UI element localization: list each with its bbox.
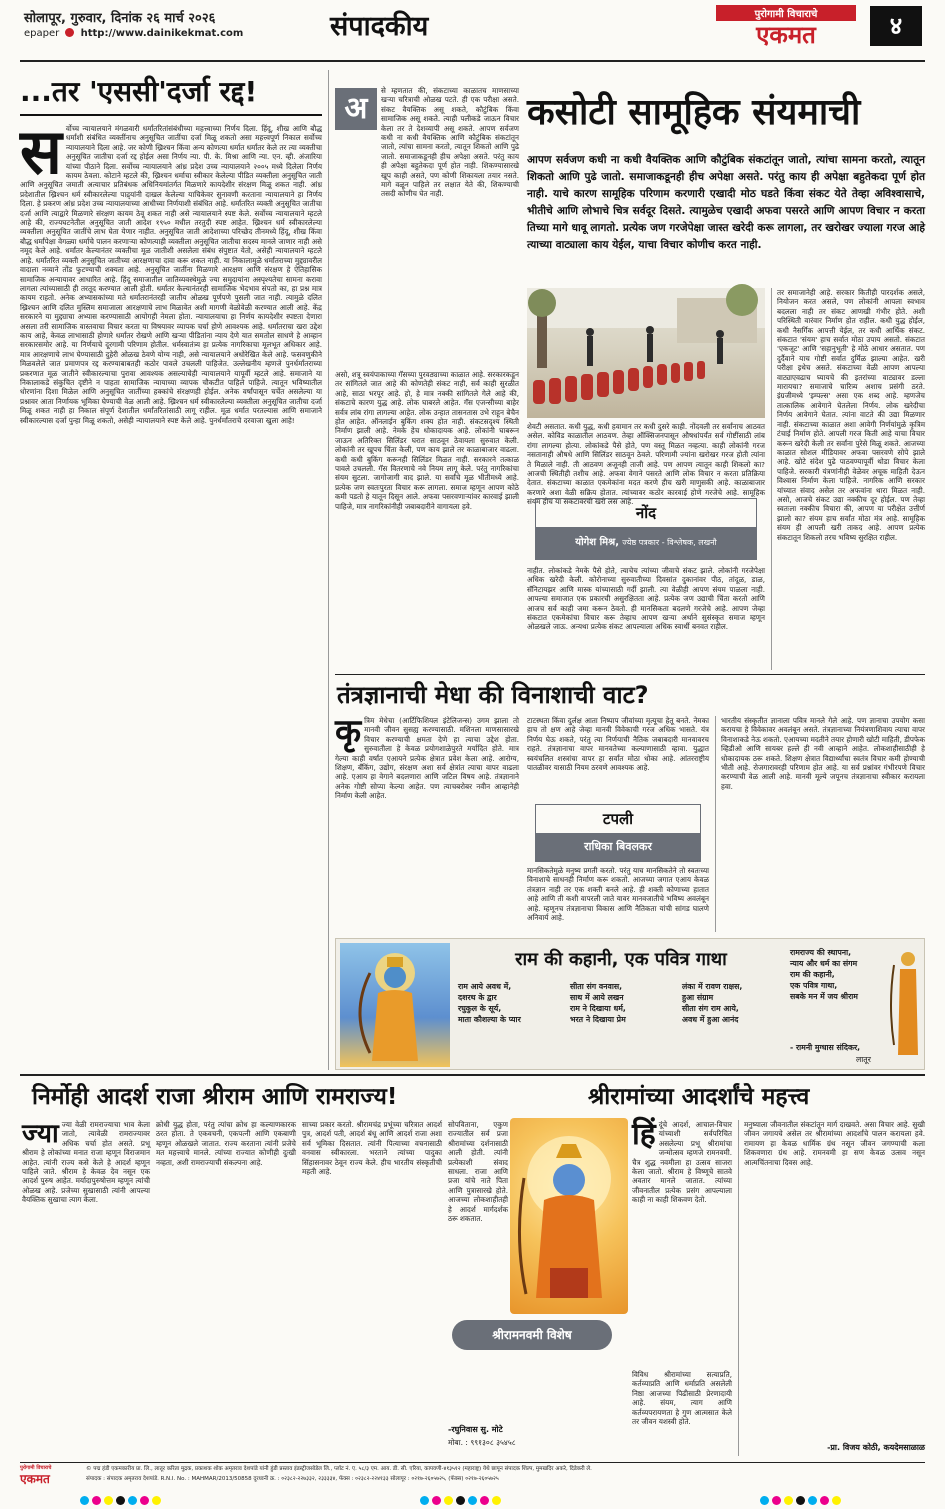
globe-icon <box>65 28 74 37</box>
bottom-left-headline: निर्मोही आदर्श राजा श्रीराम आणि रामराज्य! <box>32 1084 398 1110</box>
tapli-label: टपली <box>602 810 634 828</box>
registration-marks-center <box>420 1490 504 1509</box>
bottom-right-drop-cap: हिं <box>632 1117 656 1152</box>
left-article-text: र्वोच्च न्यायालयाने मंगळवारी धर्मांतरितांसंबंधीच्या महत्त्वाच्या निर्णय दिला. हिंदू, शीख आणि बौद्ध धर्मांशी संबंधित व्यक्तींनाच अनुसूचित जातींचा दर्जा मिळू शकतो असा महत्त्वपूर्ण निकाल सर्वोच्च न्यायालयाने दिला आहे. जर कोणी ख्रिश्चन किंवा अन्य कोणत्या धर्मात धर्मांतर केले तर त्या व्यक्तीचा अनुसूचित जातीचा दर्जा रद्द होईल असा निर्णय न्या. पी. के. मिश्रा आणि न्या. एन. व्ही. अंजारिया यांच्या पीठाने दिला. सर्वोच्च न्यायालयाने आंध्र प्रदेश उच्च न्यायालयाने २००५ मध्ये दिलेला निर्णय कायम ठेवला. कोटाने म्हटले की, ख्रिश्चन धर्माचा स्वीकार केलेल्या पीडित व्यक्तीला अनुसूचित जाती आणि अनुसूचित जमाती अत्याचार प्रतिबंधक अधिनियमांतर्गत मिळणारे कायदेशीर संरक्षण मिळू शकत नाही. आंध्र प्रदेशातील ख्रिश्चन धर्म स्वीकारलेल्या पाद्र्यांनी दाखल केलेल्या याचिकेवर सुनावणी करताना न्यायालयाने हा निर्णय दिला. हे प्रकरण आंध्र प्रदेश उच्च न्यायालयाच्या आधीच्या निर्णयाशी संबंधित आहे. धर्मांतरित व्यक्ती अनुसूचित जातीचा दर्जा आणि त्याद्वारे मिळणारे संरक्षण कायम ठेवू शकत नाही असे न्यायालयाने स्पष्ट केले. सर्वोच्च न्यायालयाने म्हटले आहे की, राज्यघटनेतील अनुसूचित जाती आदेश १९५० मधील तरतुदी स्पष्ट आहेत. ख्रिश्चन धर्म स्वीकारलेल्या व्यक्तीला अनुसूचित जातींचे लाभ घेता येणार नाहीत. अनुसूचित जाती आदेशाच्या परिच्छेद तीनमध्ये हिंदू, शीख किंवा बौद्ध धर्मांपेक्षा वेगळ्या धर्माचे पालन करणाऱ्या कोणत्याही व्यक्तीला अनुसूचित जातीचा सदस्य मानले जाणार नाही असे नमूद केले आहे. धर्मांतर केल्यानंतर व्यक्तीचा मूळ जातीशी असलेला संबंध संपुष्टात येतो, असेही न्यायालयाने म्हटले आहे. धर्मांतरित व्यक्ती अनुसूचित जातीच्या आरक्षणाचा दावा करू शकत नाही. या निकालामुळे धर्मांतराच्या मुद्द्यावरील वादाला नव्याने तोंड फुटण्याची शक्यता आहे. अनुसूचित जातींना मिळणारे आरक्षण आणि संरक्षण हे ऐतिहासिक सामाजिक अन्यायावर आधारित आहे. हिंदू समाजातील जातिव्यवस्थेमुळे ज्या समुदायांना अस्पृश्यतेचा सामना करावा लागला त्यांच्यासाठी ही तरतूद करण्यात आली होती. धर्मांतर केल्यानंतरही सामाजिक भेदभाव संपतो का, हा प्रश्न मात्र कायम राहतो. अनेक अभ्यासकांच्या मते धर्मांतरानंतरही जातीय ओळख पूर्णपणे पुसली जात नाही. त्यामुळे दलित ख्रिश्चन आणि दलित मुस्लिम समाजाला आरक्षणाचे लाभ मिळावेत अशी मागणी वेळोवेळी करण्यात आली आहे. केंद्र सरकारने या मुद्द्याचा अभ्यास करण्यासाठी आयोगही नेमला होता. न्यायालयाचा हा निर्णय कायदेशीर स्पष्टता देणारा असला तरी सामाजिक वास्तवाचा विचार करता या विषयावर व्यापक चर्चा होणे आवश्यक आहे. धर्मांतराचा खरा उद्देश काय आहे, केवळ लाभासाठी होणारे धर्मांतर रोखणे आणि खऱ्या पीडितांना न्याय देणे यात समतोल साधणे हे आव्हान सरकारसमोर आहे. या निर्णयाचे दूरगामी परिणाम होतील. धर्मस्वातंत्र्य हा प्रत्येक नागरिकाचा मूलभूत अधिकार आहे. मात्र आरक्षणाचे लाभ घेण्यासाठी दुहेरी ओळख ठेवणे योग्य नाही, असे न्यायालयाने अधोरेखित केले आहे. फसवणुकीने मिळवलेले जात प्रमाणपत्र रद्द करण्याबाबतही कठोर पावले उचलली पाहिजेत. उल्लेखनीय म्हणजे पुनर्धर्मांतराच्या प्रकरणात मूळ जातीने स्वीकारल्याचा पुरावा आवश्यक असल्याचेही न्यायालयाने यापूर्वी म्हटले आहे. समाजाने या निकालाकडे संकुचित दृष्टीने न पाहता सामाजिक न्यायाच्या व्यापक चौकटीत पाहिले पाहिजे. त्यातून भविष्यातील धोरणांना दिशा मिळेल आणि अनुसूचित जातींच्या हक्कांचे संरक्षणही होईल. अनेक वर्षांपासून चर्चेत असलेल्या या प्रश्नावर आता निर्णायक भूमिका घेण्याची वेळ आली आहे. ख्रिश्चन धर्म स्वीकारलेल्या व्यक्तीला अनुसूचित जातीचा दर्जा मिळू शकत नाही हा निकाल संपूर्ण देशातील धर्मांतरितांसाठी लागू राहील. मूळ धर्मात परतल्यास आणि समाजाने स्वीकारल्यास दर्जा पुन्हा मिळू शकतो, असेही न्यायालयाने स्पष्ट केले आहे. पुनर्धर्मांतराचे दरवाजा खुला आहे! <box>20 124 322 425</box>
poem-banner <box>335 938 925 1070</box>
footer-line-1: © पद्म हंडी एकमकारीय प्रा. लि., लातूर करिता मुद्रक, प्रकाशक शोक अमृतराव देशपांडे यांनी हुंडी प्रस्ताव इंडस्ट्रीजसोडेल लि., प्लॉट नं. ए. ५८/३ एम. आय. डी. सी. एरिया, कापवणी-४१३५१२ (महाराष्ट्र) येथे छापून संपादक शिल्प, मुमखदिर अकरे, दिडेकरी ले. <box>86 1466 592 1472</box>
editorial-col2: शेवटी असतात. कधी युद्ध, कधी हवामान तर कधी दुसरे काही. नोंदवली तर सर्वांनाच आठवत असेल. कोविड काळातील आठवण. तेव्हा ऑक्सिजनपासून औषधांपर्यंत सर्व गोष्टींसाठी लांब रांगा लागल्या होत्या. लोकांकडे पैसे होते, पण वस्तू मिळत नव्हत्या. काही लोकांनी गरज नसतानाही औषधे आणि सिलिंडर साठवून ठेवले. परिणामी ज्यांना खरोखर गरज होती त्यांना ते मिळाले नाही. ती आठवण अजूनही ताजी आहे. पण आपण त्यातून काही शिकलो का? आजची स्थितीही तशीच आहे. अफवा वेगाने पसरते आणि लोक विचार न करता प्रतिक्रिया देतात. संकटाच्या काळात एकमेकांना मदत करणे हीच खरी माणुसकी आहे. काळाबाजार करणारे अशा वेळी सक्रिय होतात. त्यांच्यावर कठोर कारवाई होणे गरजेचे आहे. सामूहिक संयम हीच या संकटावरची खरी लस आहे. <box>527 422 765 507</box>
footer-divider <box>20 1462 925 1463</box>
gas-queue-illustration <box>527 288 765 418</box>
tech-col1 <box>335 712 519 932</box>
bottom-left-drop-cap: ज्या <box>22 1119 59 1149</box>
tech-top-divider <box>335 674 925 675</box>
gas-queue-photo <box>527 288 765 418</box>
poem-signature: - रामनी मुग्धास संदिकर, <box>790 1043 861 1052</box>
bottom-right-headline: श्रीरामांच्या आदर्शांचे महत्त्व <box>588 1084 810 1110</box>
left-article <box>20 70 322 1070</box>
bottom-left-article <box>20 1080 590 1458</box>
poem-title: राम की कहानी, एक पवित्र गाथा <box>515 949 727 970</box>
bottom-section-divider <box>20 1074 925 1076</box>
bottom-left-author: -रघुनिवास सु. मोटे <box>448 1425 503 1434</box>
tech-col3: मानसिकतेमुळे मनुष्य प्रगती करतो. परंतु याच मानसिकतेने तो स्वतःच्या विनाशाचे साधनही निर्माण करू शकतो. आजच्या जगात एआय केवळ तंत्रज्ञान नाही तर एक शक्ती बनले आहे. ही शक्ती कोणाच्या हातात आहे आणि ती कशी वापरली जाते यावर मानवजातीचे भविष्य अवलंबून आहे. म्हणूनच तंत्रज्ञानाचा विकास आणि नैतिकता यांची सांगड घालणे अनिवार्य आहे. <box>527 866 709 923</box>
main-editorial <box>335 70 925 670</box>
ramnavami-badge <box>452 1320 612 1350</box>
ram-illustration-left <box>340 943 450 1067</box>
epaper-line <box>24 28 243 39</box>
note-author: योगेश मिश्र, <box>575 537 620 548</box>
note-label: नोंद <box>635 504 657 522</box>
footer-logo <box>20 1465 80 1487</box>
page-number: ४ <box>870 6 922 46</box>
note-author-bar <box>536 527 756 559</box>
ram-figure-icon <box>340 943 450 1067</box>
poem-stanza-1: राम आये अवध में, दशरथ के द्वार रघुकुल के सूर्य, माता कौशल्या के प्यार <box>458 982 521 1024</box>
editorial-col1: असो, शत्रू स्वयंपाकाच्या गॅसच्या पुरवठ्याच्या काळात आहे. सरकारकडून तर सांगितले जात आहे की कोणतेही संकट नाही, सर्व काही सुरळीत आहे, साठा भरपूर आहे. हो, हे मात्र नक्की सांगितले गेले आहे की, संकटाचे कारण युद्ध आहे. लोक घाबरले आहेत. गॅस एजन्सीच्या बाहेर सर्वत्र लांब रांगा लागल्या आहेत. लोक उन्हात तासनतास उभे राहून बेचैन होत आहेत. ऑनलाईन बुकिंग शक्य होत नाही. संकटसदृश्य स्थिती निर्माण झाली आहे. नेमके हेच धोकादायक आहे. लोकांनी घाबरून जाऊन अतिरिक्त सिलिंडर घरात साठवून ठेवायला सुरुवात केली. लोकांनी तर खूपच चिंता केली, पण काय झाले तर काळाबाजार वाढला. कधी कधी बुकिंग करूनही सिलिंडर मिळत नाही. सरकारने तत्काळ पावले उचलली. गॅस वितरणाचे नवे नियम लागू केले. परंतु नागरिकांचा संयम सुटला. जागोजागी वाद झाले. या सर्वांचे मूळ भीतीमध्ये आहे. प्रत्येक जण स्वतःपुरता विचार करू लागला. समाज म्हणून आपण कोठे कमी पडतो हे यातून दिसून आले. अफवा पसरवणाऱ्यांवर कारवाई झाली पाहिजे, मात्र नागरिकांनीही जबाबदारीने वागायला हवे. <box>335 370 519 511</box>
tapli-author: राधिका बिवलकर <box>536 833 700 861</box>
bottom-right-author: -प्रा. विजय कोठी, कयदेमसाळाळ <box>827 1443 925 1452</box>
bottom-right-article <box>588 1080 925 1458</box>
note-box <box>535 498 757 560</box>
registration-marks-left <box>80 1490 164 1509</box>
bottom-right-inner-divider <box>738 1120 739 1456</box>
footer-line-2: संपादक : संपादक अमृतराव देशपांडे. R.N.I. No. : MAHMAR/2013/50858 दूरध्वनी क्र. : ०२३८२-२२७३३२, २३३३३४, फॅक्स : ०२३८२-२२४१३३ सोलापूर : ०२१७-२६०५७२५, (फॅक्स) ०२१७-२६०५७२५ <box>86 1476 499 1482</box>
tech-headline: तंत्रज्ञानाची मेधा की विनाशाची वाट? <box>337 681 649 709</box>
footer-logo-name: एकमत <box>20 1472 50 1486</box>
logo-tagline: पुरोगामी विचाराचे <box>716 5 856 21</box>
ekmat-logo <box>716 5 856 49</box>
bottom-right-col1-text: दूंचे आदर्श, आचाल-विचार यांच्याशी सर्वपरिचित असलेल्या प्रभू श्रीरामांचा जन्मोत्सव म्हणजे रामनवमी. चैत्र शुद्ध नवमीला हा उत्सव साजरा केला जातो. श्रीराम हे विष्णूचे सातवे अवतार मानले जातात. त्यांच्या जीवनातील प्रत्येक प्रसंग आपल्याला काही ना काही शिकवण देतो. <box>632 1120 732 1205</box>
registration-marks-right <box>760 1490 844 1509</box>
editorial-lead: आपण सर्वजण कधी ना कधी वैयक्तिक आणि कौटुंबिक संकटांतून जातो, त्यांचा सामना करतो, त्यातून शिकतो आणि पुढे जातो. समाजाकडूनही हीच अपेक्षा असते. परंतु काय ही अपेक्षा बहुतेकदा पूर्ण होत नाही. याचे कारण सामूहिक परिणाम करणारी एखादी मोठ घडते किंवा संकट येते तेव्हा अविश्वासाचे, भीतीचे आणि लोभाचे चित्र सर्वदूर दिसते. त्यामुळेच एखादी अफवा पसरते आणि आपण विचार न करता तिच्या मागे धावू लागतो. प्रत्येक जण गरजेपेक्षा जास्त खरेदी करू लागला, तर खरोखर ज्याला गरज आहे त्याच्या वाट्याला काय येईल, याचा विचार कोणीच करत नाही. <box>527 154 925 251</box>
website-link[interactable]: http://www.dainikekmat.com <box>80 28 244 39</box>
date-line: सोलापूर, गुरुवार, दिनांक २६ मार्च २०२६ <box>24 11 216 26</box>
left-article-body <box>20 115 322 1062</box>
tech-col2: टाटस्थता किंवा दुर्लक्ष आता निष्पाप जीवांच्या मृत्यूचा हेतू बनते. नेमका हाच तो क्षण आहे जेव्हा मानवी विवेकाची गरज अधिक भासते. यंत्र निर्णय घेऊ शकते, परंतु त्या निर्णयाची नैतिक जबाबदारी मानवावरच राहते. तंत्रज्ञानाचा वापर मानवतेच्या कल्याणासाठी व्हावा. युद्धात स्वयंचलित शस्त्रांचा वापर हा सर्वांत मोठा धोका आहे. आंतरराष्ट्रीय पातळीवर यासाठी नियम ठरवणे आवश्यक आहे. <box>527 716 709 773</box>
editorial-inner-divider <box>771 288 772 670</box>
footer-logo-tagline: पुरोगामी विचाराचे <box>20 1465 52 1471</box>
tapli-box <box>535 804 701 862</box>
tech-col1-text: त्रिम मेधेचा (आर्टिफिशियल इंटेलिजन्स) उगम झाला तो मानवी जीवन सुसह्य करण्यासाठी. मशिनला माणसासारखे विचार करण्याची क्षमता देणे हा त्याचा उद्देश होता. सुरुवातीला हे केवळ प्रयोगशाळेपुरते मर्यादित होते. मात्र गेल्या काही वर्षांत एआयने प्रत्येक क्षेत्रात प्रवेश केला आहे. आरोग्य, शिक्षण, बँकिंग, उद्योग, संरक्षण अशा सर्व क्षेत्रांत त्याचा वापर वाढला आहे. एआय हा वेगाने बदलणारा आणि जटिल विषय आहे. तंत्रज्ञानाने अनेक गोष्टी सोप्या केल्या आहेत. पण त्याचबरोबर नवीन आव्हानेही निर्माण केली आहेत. <box>335 716 519 801</box>
footer <box>20 1465 925 1487</box>
ram-illustration-right <box>892 945 922 1065</box>
tech-col4: भारतीय संस्कृतीत ज्ञानाला पवित्र मानले गेले आहे. पण ज्ञानाचा उपयोग कसा करायचा हे विवेकावर अवलंबून असते. तंत्रज्ञानाच्या नियंत्रणाशिवाय त्याचा वापर विनाशाकडे नेऊ शकतो. एआयच्या मदतीने तयार होणारी खोटी माहिती, डीपफेक व्हिडीओ आणि सायबर हल्ले ही नवी आव्हाने आहेत. लोकशाहीसाठीही हे धोकादायक ठरू शकते. शिक्षण क्षेत्रात विद्यार्थ्यांचा स्वतंत्र विचार कमी होण्याची भीती आहे. रोजगारावरही परिणाम होत आहे. या सर्व प्रश्नांवर गंभीरपणे विचार करण्याची वेळ आली आहे. मानवी मूल्ये जपूनच तंत्रज्ञानाचा स्वीकार करायला हवा. <box>721 716 925 791</box>
note-author-desc: ज्येष्ठ पत्रकार - विश्लेषक, लखनौ <box>622 538 717 547</box>
tech-article <box>335 678 925 933</box>
tech-drop-cap: कृ <box>335 712 362 752</box>
masthead <box>0 0 945 60</box>
bottom-left-col1 <box>22 1120 150 1456</box>
editorial-drop-cap: अ <box>344 91 368 126</box>
left-article-headline: ...तर 'एससी'दर्जा रद्द! <box>20 70 322 116</box>
epaper-label: epaper <box>24 28 60 39</box>
ram-archer-icon <box>892 945 922 1065</box>
editorial-intro: से म्हणतात की, संकटाच्या काळातच माणसाच्या खऱ्या चरित्राची ओळख पटते. ही एक परीक्षा असते. संकट वैयक्तिक असू शकते, कौटुंबिक किंवा सामाजिक असू शकते. त्याही पलीकडे जाऊन विचार केला तर ते देशव्यापी असू शकते. आपण सर्वजण कधी ना कधी वैयक्तिक आणि कौटुंबिक संकटांतून जातो, त्यांचा सामना करतो, त्यातून शिकतो आणि पुढे जातो. समाजाकडूनही हीच अपेक्षा असते. परंतु काय ही अपेक्षा बहुतेकदा पूर्ण होत नाही. शिकण्यासारखे खूप काही असते, पण कोणी शिकायला तयार नसते. मागे वळून पाहिले तर लक्षात येते की, शिकण्याची तसदी कोणीच घेत नाही. <box>381 86 519 199</box>
poem-right-verse: रामराज्य की स्थापना, न्याय और धर्म का संगम राम की कहानी, एक पवित्र गाथा, सबके मन में जय श्रीराम <box>790 948 858 1001</box>
poem-stanza-3: लंका में रावण राक्षस, हुआ संग्राम सीता संग राम आये, अवध में हुआ आनंद <box>682 982 743 1024</box>
bottom-left-col4: सोपविताना, एकुण राज्यातील सर्व प्रजा श्रीरामांच्या दर्शनासाठी आली होती. त्यांनी प्रत्येकाशी संवाद साधला. राजा आणि प्रजा यांचे नाते पिता आणि पुत्रासारखे होते. आजच्या लोकशाहीतही हे आदर्श मार्गदर्शक ठरू शकतात. <box>448 1120 508 1224</box>
editorial-title: कसोटी सामूहिक संयमाची <box>527 92 861 133</box>
bottom-left-col2: क्रोधी युद्ध होता, परंतु त्यांचा क्रोध हा कल्याणकारक ठरत होता. ते एकवचनी, एकपत्नी आणि एकबाणी म्हणून ओळखले जातात. राज्य करताना त्यांनी प्रजेचे मत महत्त्वाचे मानले. त्यांच्या राज्यात कोणीही दुःखी नव्हता, अशी रामराज्याची संकल्पना आहे. <box>156 1120 296 1167</box>
ramnavami-badge-label: श्रीरामनवमी विशेष <box>492 1328 572 1342</box>
bottom-left-col3: साच्या प्रकार करतो. श्रीरामचंद्र प्रभूंच्या चरित्रात आदर्श पुत्र, आदर्श पती, आदर्श बंधू आणि आदर्श राजा अशा सर्व भूमिका दिसतात. त्यांनी पित्याच्या वचनासाठी वनवास स्वीकारला. भरताने त्यांच्या पादुका सिंहासनावर ठेवून राज्य केले. हीच भारतीय संस्कृतीची महती आहे. <box>302 1120 442 1177</box>
bottom-left-col1-text: ज्या वेळी रामराज्याचा भाव केला जातो, त्यावेळी रामराज्यावर अधिक चर्चा होत असते. प्रभू श्रीराम हे लोकांच्या मनात राजा म्हणून विराजमान आहेत. त्यांनी राज्य कसे केले हे आदर्श म्हणून पाहिले जाते. श्रीराम हे केवळ देव नसून एक आदर्श पुरुष आहेत. मर्यादापुरुषोत्तम म्हणून त्यांची ओळख आहे. प्रजेच्या सुखासाठी त्यांनी आपल्या वैयक्तिक सुखाचा त्याग केला. <box>22 1120 150 1205</box>
bottom-left-phone: मोबा. : ९९१३०८ ३५४५८ <box>448 1438 516 1447</box>
bottom-right-col2: विविध श्रीरामांच्या सत्याप्रति, कर्तव्याप्रति आणि धर्माप्रति असलेली निष्ठा आजच्या पिढीसाठी प्रेरणादायी आहे. संयम, त्याग आणि कर्तव्यपरायणता हे गुण आत्मसात केले तर जीवन यशस्वी होते. <box>632 1370 732 1427</box>
section-title: संपादकीय <box>330 11 429 42</box>
bottom-right-col3: मनुष्याला जीवनातील संकटांतून मार्ग दाखवते. असा विचार आहे. सुखी जीवन जगायचे असेल तर श्रीरामांच्या आदर्शांचे पालन करायला हवे. रामायण हा केवळ धार्मिक ग्रंथ नसून जीवन जगण्याची कला शिकवणारा ग्रंथ आहे. रामनवमी हा सण केवळ उत्सव नसून आत्मचिंतनाचा दिवस आहे. <box>744 1120 925 1167</box>
poem-stanza-2: सीता संग वनवास, साथ में आये लखन राम ने दिखाया धर्म, भरत ने दिखाया प्रेम <box>570 982 626 1024</box>
logo-name: एकमत <box>756 21 816 49</box>
left-article-drop-cap: स <box>20 115 62 188</box>
tech-inner-divider <box>715 716 716 932</box>
poem-place: लातूर <box>856 1055 871 1064</box>
masthead-divider <box>20 60 925 62</box>
editorial-col3: तर समाजानेही आहे. सरकार कितीही पारदर्शक असले, नियोजन करत असले, पण लोकांनी आपला स्वभाव बदलला नाही तर संकट आणखी गंभीर होते. अशी परिस्थिती वारंवार निर्माण होत राहील. कधी युद्ध होईल, कधी नैसर्गिक आपत्ती येईल, तर कधी आर्थिक संकट. संकटात 'संयम' हाच सर्वात मोठा उपाय असतो. संकटात 'एकजूट' आणि 'सहानुभूती' हे मोठे आधार असतात. पण दुर्दैवाने याच गोष्टी सर्वात दुर्मिळ झाल्या आहेत. खरी परीक्षा इथेच असते. संकटाच्या वेळी आपण आपल्या वाट्याएवढाच घ्यायचे की इतरांच्या वाट्यावर डल्ला मारायचा? समाजाचे चारित्र्य अशाच प्रसंगी ठरते. इंग्रजीमध्ये 'इम्पल्स' असा एक शब्द आहे. म्हणजेच तात्कालिक आवेगाने घेतलेला निर्णय. लोक खरेदीचा निर्णय आवेगाने घेतात. त्यांना वाटते की उद्या मिळणार नाही. संकटाच्या काळात अशा आवेगी निर्णयांमुळे कृत्रिम टंचाई निर्माण होते. आपली गरज किती आहे याचा विचार करून खरेदी केली तर सर्वांना पुरेसे मिळू शकते. आजच्या काळात सोशल मीडियावर अफवा पसरवणे सोपे झाले आहे. खोटे संदेश पुढे पाठवण्यापूर्वी थोडा विचार केला पाहिजे. सरकारी यंत्रणांनीही वेळेवर अचूक माहिती देऊन विश्वास निर्माण केला पाहिजे. नागरिक आणि सरकार यांच्यात संवाद असेल तर अफवांना थारा मिळत नाही. असो, आजचे संकट उद्या नक्कीच दूर होईल. पण तेव्हा स्वतःला नक्कीच विचारा की, आपण या परीक्षेत उत्तीर्ण झालो का? संयम हाच सर्वांत मोठा मंत्र आहे. सामूहिक संयम ही आपली खरी ताकद आहे. आपण प्रत्येक संकटातून शिकलो तरच भविष्य सुरक्षित राहील. <box>777 288 925 542</box>
editorial-drop-cap-box <box>335 88 377 130</box>
editorial-col2b: नाहीत. लोकांकडे नेमके पैसे होते, त्याचेच त्यांच्या जीवाचे संकट झाले. लोकांनी गरजेपेक्षा अधिक खरेदी केली. कोरोनाच्या सुरुवातीच्या दिवसांत दुकानांवर पीठ, तांदूळ, डाळ, सॅनिटायझर आणि मास्क यांच्यासाठी गर्दी झाली. त्या वेळीही आपण संयम पाळला नाही. आपल्या समाजात एक प्रकारची असुरक्षितता आहे. प्रत्येक जण उद्याची चिंता करतो आणि आजच सर्व काही जमा करून ठेवतो. ही मानसिकता बदलणे गरजेचे आहे. आपण जेव्हा संकटात एकमेकांचा विचार करू तेव्हाच आपण खऱ्या अर्थाने सुसंस्कृत समाज म्हणून ओळखले जाऊ. अन्यथा प्रत्येक संकट आपल्याला अधिक स्वार्थी बनवत राहील. <box>527 566 765 632</box>
column-divider-left <box>328 70 329 1070</box>
